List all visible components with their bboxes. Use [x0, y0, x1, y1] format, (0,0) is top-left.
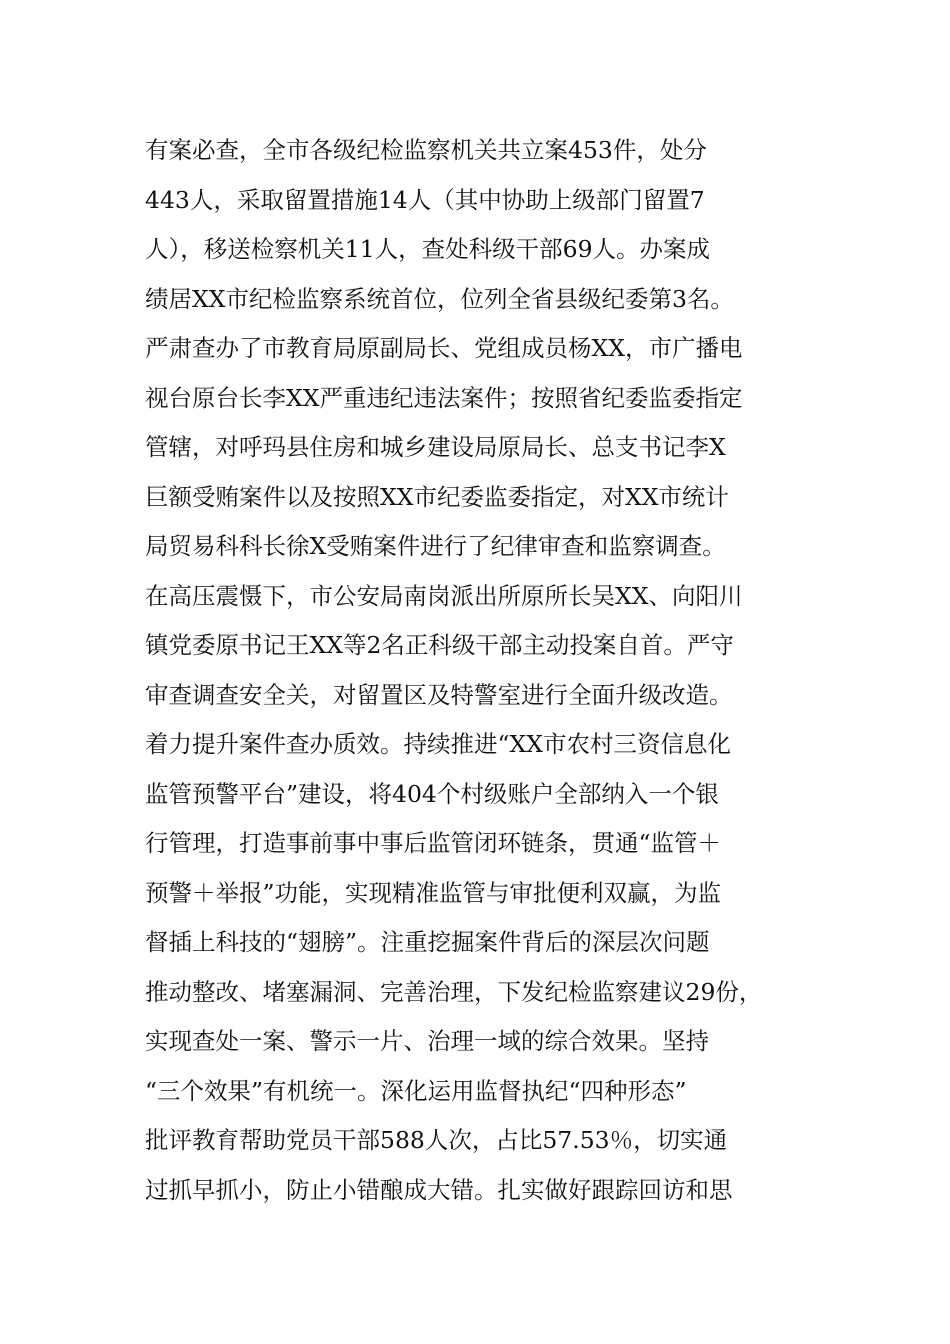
text-line: 严肃查办了市教育局原副局长、党组成员杨XX，市广播电 [145, 334, 743, 362]
text-line: 预警＋举报”功能，实现精准监管与审批便利双赢，为监 [145, 878, 722, 907]
body-text [145, 126, 825, 1215]
text-line: 有案必查，全市各级纪检监察机关共立案453件，处分 [145, 136, 707, 164]
text-line: 镇党委原书记王XX等2名正科级干部主动投案自首。严守 [145, 631, 734, 659]
text-line: 绩居XX市纪检监察系统首位，位列全省县级纪委第3名。 [145, 284, 734, 313]
text-line: 管辖，对呼玛县住房和城乡建设局原局长、总支书记李X [145, 433, 726, 461]
text-line: 在高压震慑下，市公安局南岗派出所原所长吴XX、向阳川 [145, 581, 743, 610]
text-line: 推动整改、堵塞漏洞、完善治理，下发纪检监察建议29份， [145, 977, 763, 1006]
text-line: 过抓早抓小，防止小错酿成大错。扎实做好跟踪回访和思 [145, 1175, 733, 1204]
text-line: 人），移送检察机关11人，查处科级干部69人。办案成 [145, 235, 711, 263]
text-line: “三个效果”有机统一。深化运用监督执纪“四种形态” [145, 1076, 687, 1105]
text-line: 实现查处一案、警示一片、治理一域的综合效果。坚持 [145, 1027, 709, 1055]
text-line: 视台原台长李XX严重违纪违法案件；按照省纪委监委指定 [145, 383, 743, 412]
text-line: 监管预警平台”建设，将404个村级账户全部纳入一个银 [145, 779, 719, 808]
text-line: 审查调查安全关，对留置区及特警室进行全面升级改造。 [145, 680, 733, 709]
text-line: 着力提升案件查办质效。持续推进“XX市农村三资信息化 [145, 730, 731, 758]
text-line: 批评教育帮助党员干部588人次，占比57.53％，切实通 [145, 1126, 728, 1154]
text-line: 督插上科技的“翅膀”。注重挖掘案件背后的深层次问题 [145, 928, 710, 956]
text-line: 局贸易科科长徐X受贿案件进行了纪律审查和监察调查。 [145, 532, 726, 560]
text-line: 巨额受贿案件以及按照XX市纪委监委指定，对XX市统计 [145, 482, 729, 511]
text-line: 443人，采取留置措施14人（其中协助上级部门留置7 [145, 185, 705, 214]
text-line: 行管理，打造事前事中事后监管闭环链条，贯通“监管＋ [145, 829, 722, 857]
